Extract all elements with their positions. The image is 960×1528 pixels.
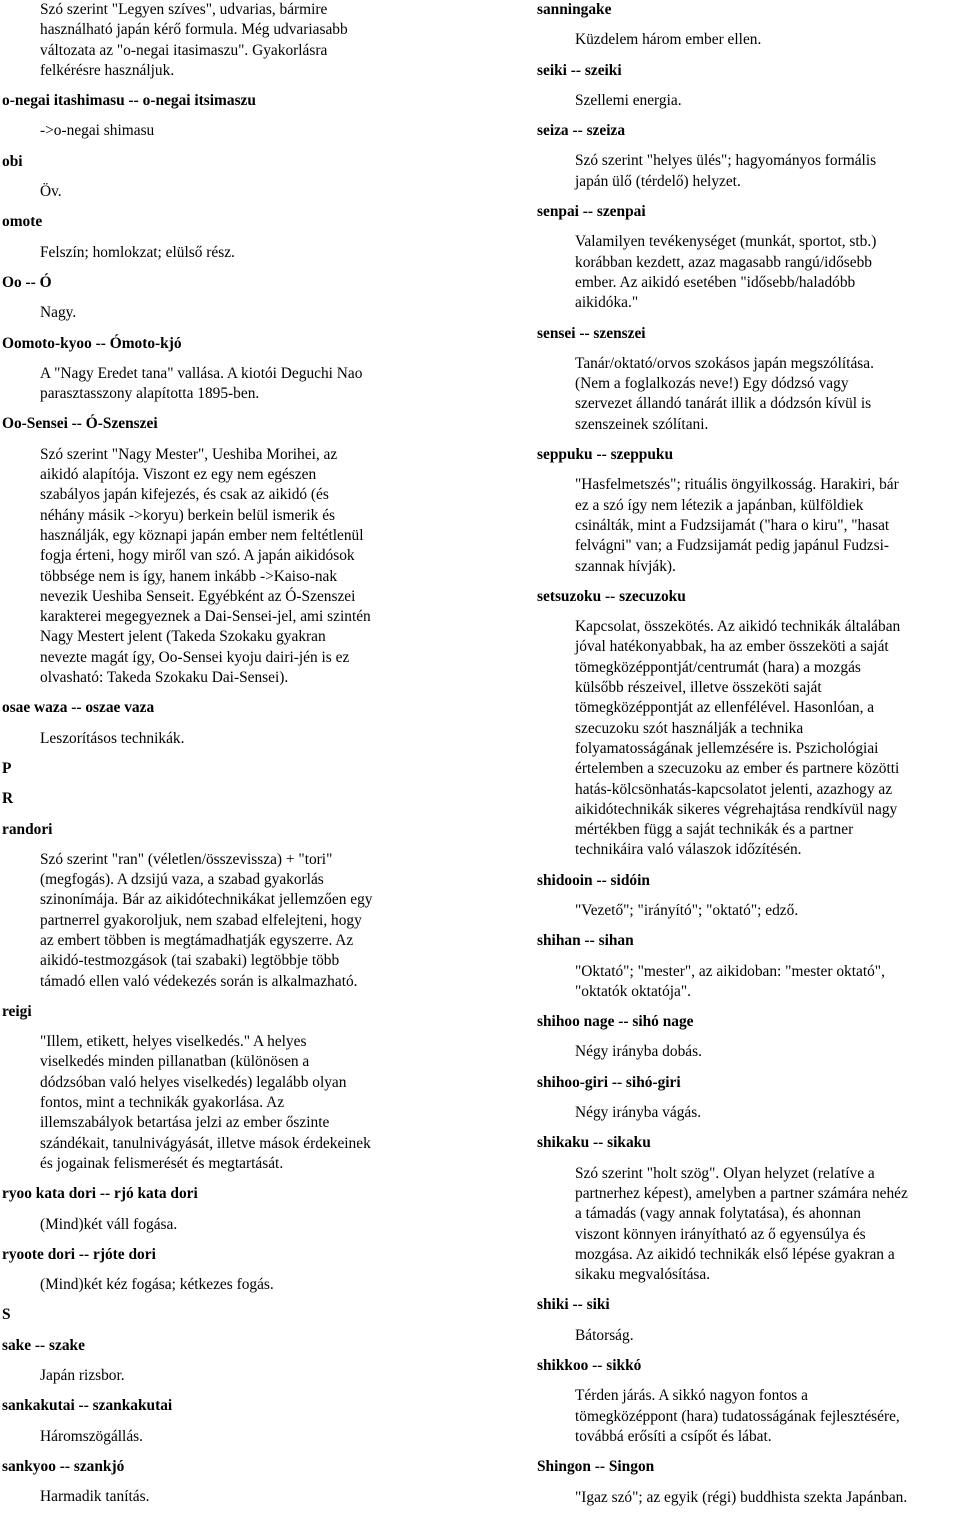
glossary-term: shikkoo -- sikkó <box>537 1357 642 1375</box>
glossary-definition: Felszín; homlokzat; elülső rész. <box>40 243 235 261</box>
glossary-term: seiki -- szeiki <box>537 61 622 79</box>
glossary-term: sankyoo -- szankjó <box>2 1457 125 1475</box>
glossary-definition: Szó szerint "helyes ülés"; hagyományos formális japán ülő (térdelő) helyzet. <box>575 152 877 190</box>
glossary-definition: "Hasfelmetszés"; rituális öngyilkosság. Harakiri, bár ez a szó így nem létezik a japánban, külföldiek csinálták, mint a Fudzsijamát ("hara o kiru", "hasat felvágni" van; a Fudzsijamát pedig japánul Fudzsi- szannak hívják). <box>575 476 899 575</box>
section-letter: R <box>2 790 14 808</box>
glossary-definition: Négy irányba vágás. <box>575 1104 702 1122</box>
glossary-term: ryoote dori -- rjóte dori <box>2 1245 156 1263</box>
glossary-term: omote <box>2 213 43 231</box>
glossary-term: shikaku -- sikaku <box>537 1134 651 1152</box>
glossary-term: Oo-Sensei -- Ó-Szenszei <box>2 415 158 433</box>
intro-paragraph: Szó szerint "Legyen szíves", udvarias, bármire használható japán kérő formula. Még udvariasabb változata az "o-negai itasimaszu". Gyakorlásra felkérésre használjuk. <box>40 1 348 79</box>
glossary-definition: Szellemi energia. <box>575 91 682 109</box>
glossary-term: osae waza -- oszae vaza <box>2 699 155 717</box>
glossary-definition: Japán rizsbor. <box>40 1367 125 1385</box>
glossary-definition: A "Nagy Eredet tana" vallása. A kiotói Deguchi Nao parasztasszony alapította 1895-ben. <box>40 364 363 403</box>
glossary-term: ryoo kata dori -- rjó kata dori <box>2 1185 198 1203</box>
glossary-definition: "Illem, etikett, helyes viselkedés." A helyes viselkedés minden pillanatban (különösen a dódzsóban való helyes viselkedés) legalább olyan fontos, mint a technikák gyakorlása. Az illemszabályok betartása jelzi az ember őszinte szándékait, tanulnivágyását, illetve mások érdekeinek és jogainak felismerését és megtartását. <box>40 1033 371 1172</box>
glossary-term: sensei -- szenszei <box>537 324 646 342</box>
glossary-definition: Küzdelem három ember ellen. <box>575 31 762 49</box>
section-letter: P <box>2 759 12 777</box>
glossary-definition: "Vezető"; "irányító"; "oktató"; edző. <box>575 901 799 919</box>
glossary-term: setsuzoku -- szecuzoku <box>537 587 686 605</box>
glossary-term: sankakutai -- szankakutai <box>2 1397 173 1415</box>
glossary-definition: Szó szerint "holt szög". Olyan helyzet (relatíve a partnerhez képest), amelyben a partner számára nehéz a támadás (vagy annak folytatása), és ahonnan viszont könnyen irányítható az ő egyensúlya és mozgása. Az aikidó technikák első lépése gyakran a sikaku megvalósítása. <box>575 1164 908 1284</box>
right-column <box>537 0 957 1518</box>
glossary-definition: Négy irányba dobás. <box>575 1043 702 1061</box>
glossary-term: seppuku -- szeppuku <box>537 446 674 464</box>
glossary-term: Oo -- Ó <box>2 273 52 291</box>
glossary-definition: Tanár/oktató/orvos szokásos japán megszólítása. (Nem a foglalkozás neve!) Egy dódzsó vagy szervezet állandó tanárát illik a dódzsón kívül is szenszeinek szólítani. <box>575 354 874 433</box>
glossary-definition: Térden járás. A sikkó nagyon fontos a tömegközéppont (hara) tudatosságának fejlesztésére, továbbá erősíti a csípőt és lábat. <box>575 1387 900 1445</box>
glossary-term: obi <box>2 152 23 170</box>
glossary-definition: Háromszögállás. <box>40 1427 144 1445</box>
glossary-definition: Bátorság. <box>575 1326 634 1344</box>
glossary-term: shihoo nage -- sihó nage <box>537 1013 694 1031</box>
glossary-definition: "Igaz szó"; az egyik (régi) buddhista szekta Japánban. <box>575 1488 908 1506</box>
glossary-definition: Nagy. <box>40 304 77 322</box>
glossary-term: shihoo-giri -- sihó-giri <box>537 1073 681 1091</box>
glossary-term: reigi <box>2 1002 32 1020</box>
glossary-term: senpai -- szenpai <box>537 203 646 221</box>
glossary-definition: "Oktató"; "mester", az aikidoban: "mester oktató", "oktatók oktatója". <box>575 962 885 1000</box>
glossary-term: sanningake <box>537 1 612 18</box>
glossary-definition: ->o-negai shimasu <box>40 122 155 140</box>
section-letter: S <box>2 1306 11 1324</box>
glossary-term: shiki -- siki <box>537 1296 610 1314</box>
glossary-definition: Öv. <box>40 183 62 201</box>
glossary-term: o-negai itashimasu -- o-negai itsimaszu <box>2 92 256 110</box>
glossary-definition: Szó szerint "ran" (véletlen/összevissza) + "tori" (megfogás). A dzsijú vaza, a szabad gyakorlás szinonímája. Bár az aikidótechnikákat jellemzően egy partnerrel gyakoroljuk, nem szabad elfelejteni, hogy az embert többen is megtámadhatják egyszerre. Az aikidó-testmozgások (tai szabaki) legtöbbje több támadó ellen való védekezés során is alkalmazható. <box>40 850 373 990</box>
glossary-definition: (Mind)két kéz fogása; kétkezes fogás. <box>40 1276 274 1294</box>
glossary-definition: Kapcsolat, összekötés. Az aikidó technikák általában jóval hatékonyabbak, ha az ember összeköti a saját tömegközéppontját/centrumát (hara) a mozgás külsőbb részeivel, illetve összeköti saját tömegközéppontját az ellenfélével. Hasonlóan, a szecuzoku szót használják a technika folyamatosságának jellemzésére is. Pszichológiai értelemben a szecuzoku az ember és partnere közötti hatás-kölcsönhatás-kapcsolatot jelenti, azazhogy az aikidótechnikák sikeres végrehajtása rendkívül nagy mértékben függ a saját technikák és a partner technikáira való válaszok időzítésén. <box>575 618 901 859</box>
glossary-term: Shingon -- Singon <box>537 1458 655 1476</box>
glossary-term: Oomoto-kyoo -- Ómoto-kjó <box>2 334 182 352</box>
glossary-definition: Szó szerint "Nagy Mester", Ueshiba Morihei, az aikidó alapítója. Viszont ez egy nem egészen szabályos japán kifejezés, és csak az aikidó (és néhány másik ->koryu) berkein belül ismerik és használják, egy köznapi japán ember nem feltétlenül fogja érteni, hogy miről van szó. A japán aikidósok többsége nem is így, hanem inkább ->Kaiso-nak nevezik Ueshiba Senseit. Egyébként az Ó-Szenszei karakterei megegyeznek a Dai-Sensei-jel, ami szintén Nagy Mestert jelent (Takeda Szokaku gyakran nevezte magát így, Oo-Sensei kyoju dairi-jén is ez olvasható: Takeda Szokaku Dai-Sensei). <box>40 445 371 687</box>
glossary-term: seiza -- szeiza <box>537 122 626 140</box>
left-column <box>2 0 426 1518</box>
glossary-term: randori <box>2 820 53 838</box>
glossary-term: sake -- szake <box>2 1336 85 1354</box>
glossary-definition: Harmadik tanítás. <box>40 1488 150 1506</box>
glossary-term: shihan -- sihan <box>537 932 634 950</box>
glossary-definition: (Mind)két váll fogása. <box>40 1215 178 1233</box>
glossary-definition: Leszorításos technikák. <box>40 729 185 747</box>
glossary-definition: Valamilyen tevékenységet (munkát, sportot, stb.) korábban kezdett, azaz magasabb rangú/idősebb ember. Az aikidó esetében "idősebb/haladóbb aikidóka." <box>575 233 877 312</box>
glossary-term: shidooin -- sidóin <box>537 871 650 889</box>
